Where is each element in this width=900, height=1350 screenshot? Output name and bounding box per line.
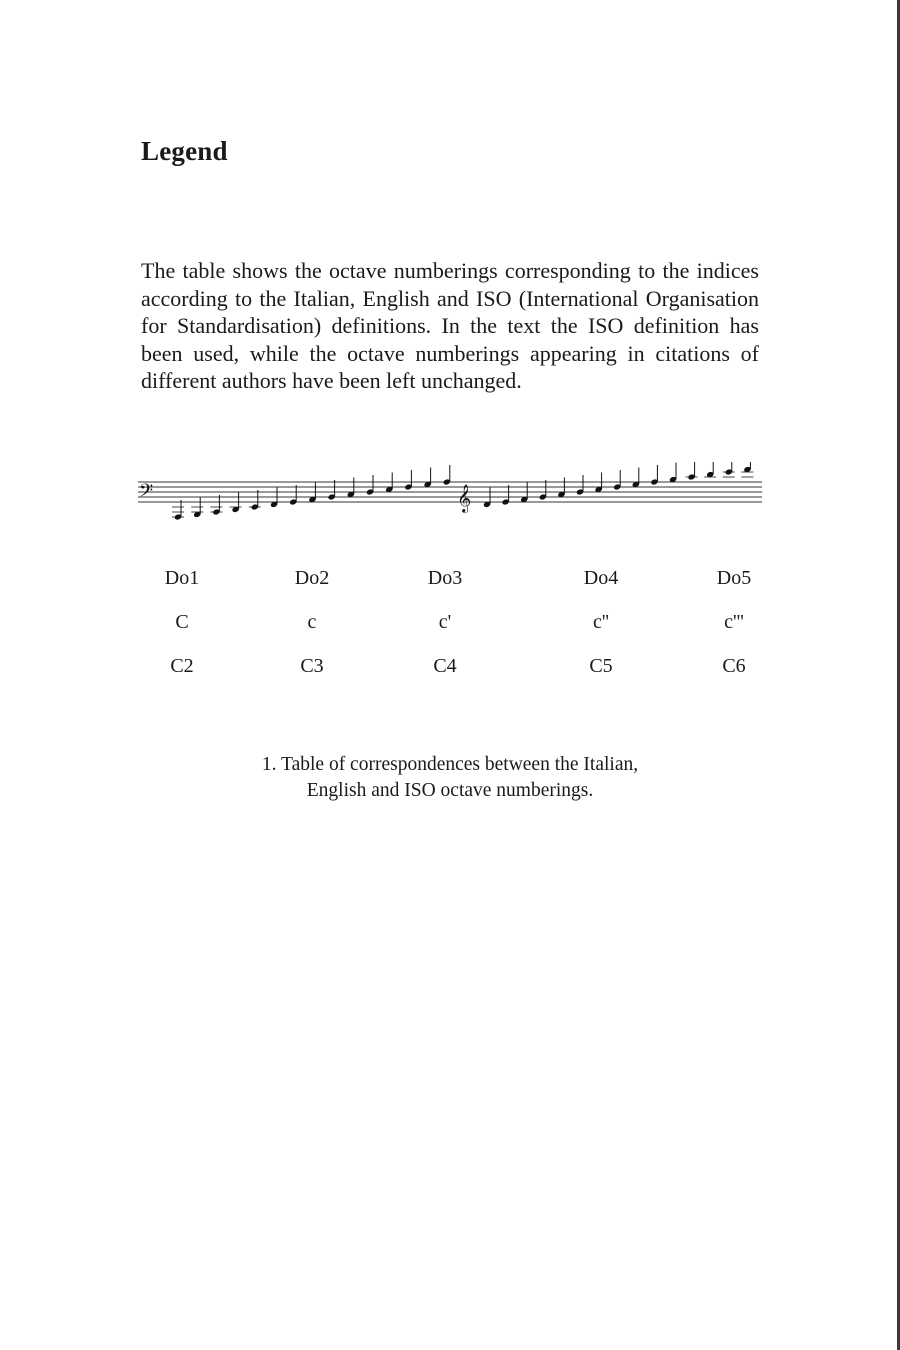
italian-cell: Do3: [427, 567, 463, 589]
section-heading: Legend: [141, 136, 228, 166]
caption-line: English and ISO octave numberings.: [306, 780, 594, 801]
musical-staff-scale-icon: [138, 462, 762, 532]
iso-cell: C2: [170, 655, 194, 677]
italian-cell: Do2: [294, 567, 330, 589]
legend-paragraph: The table shows the octave numberings corresponding to the indices according to the Italian, English and ISO (International Organisation for Standardisation) definitions. In the text the ISO definition has been used, while the octave numberings appearing in citations of different authors have been left unchanged.: [141, 258, 759, 393]
iso-cell: C3: [300, 655, 324, 677]
iso-cell: C5: [589, 655, 613, 677]
bass-clef-icon: 𝄢: [139, 481, 154, 506]
treble-clef-icon: 𝄞: [457, 484, 472, 512]
italian-cell: Do5: [716, 567, 752, 589]
english-cell: c: [307, 611, 317, 633]
italian-cell: Do4: [583, 567, 619, 589]
english-cell: c': [438, 611, 452, 633]
italian-cell: Do1: [164, 567, 200, 589]
figure-caption: [0, 752, 900, 804]
caption-line: 1. Table of correspondences between the Italian,: [261, 754, 639, 775]
english-cell: c'': [592, 611, 610, 633]
iso-cell: C4: [433, 655, 457, 677]
iso-cell: C6: [722, 655, 746, 677]
english-cell: C: [175, 611, 189, 633]
english-cell: c''': [724, 611, 744, 633]
